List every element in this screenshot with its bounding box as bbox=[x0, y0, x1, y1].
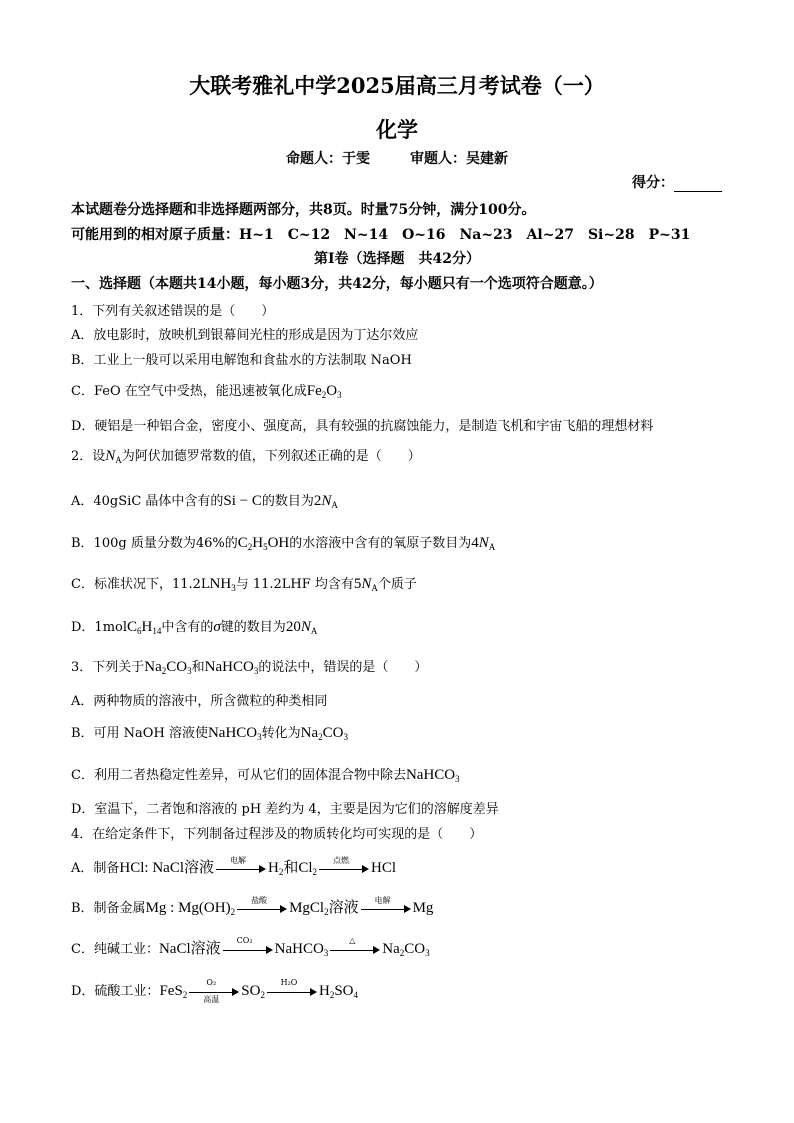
section-title: 第Ⅰ卷（选择题 共42分） bbox=[313, 251, 481, 267]
q1-stem: 1．下列有关叙述错误的是（ ） bbox=[71, 304, 275, 319]
q3-option-c: C．利用二者热稳定性差异，可从它们的固体混合物中除去NaHCO$_3$ bbox=[71, 767, 460, 784]
intro-line-1: 本试题卷分选择题和非选择题两部分，共8页。时量75分钟，满分100分。 bbox=[71, 202, 536, 218]
q4-option-b: B．制备金属Mg : $Mg(OH)_2$ 盐酸 MgCl$_2$溶液 电解 Mg bbox=[71, 895, 434, 917]
arrow-icon: △ bbox=[330, 943, 380, 957]
arrow-icon: CO₂ bbox=[223, 943, 273, 957]
q4-option-a: A．制备HCl: NaCl溶液 电解 $H_2$和$Cl_2$ 点燃 HCl bbox=[71, 855, 397, 877]
arrow-icon: 点燃 bbox=[319, 862, 369, 876]
exam-title: 大联考雅礼中学2025届高三月考试卷（一） bbox=[189, 73, 605, 98]
arrow-icon: H₂O bbox=[267, 985, 317, 999]
q4-option-d: D．硫酸工业：FeS$_2$ O₂ 高温 $SO_2$ H₂O $H_2SO_4$ bbox=[71, 977, 358, 1004]
q1-option-c: C．FeO 在空气中受热，能迅速被氧化成$Fe_2O_3$ bbox=[71, 383, 342, 400]
q3-option-b: B．可用 NaOH 溶液使NaHCO$_3$转化为$Na_2CO_3$ bbox=[71, 725, 348, 742]
q1-option-d: D．硬铝是一种铝合金，密度小、强度高，具有较强的抗腐蚀能力，是制造飞机和宇宙飞船的理想材料 bbox=[71, 419, 654, 434]
part-title: 一、选择题（本题共14小题，每小题3分，共42分，每小题只有一个选项符合题意。） bbox=[71, 276, 603, 292]
author: 命题人：于雯 bbox=[286, 151, 370, 167]
score-blank[interactable] bbox=[674, 177, 722, 192]
q1-option-a: A．放电影时，放映机到银幕间光柱的形成是因为丁达尔效应 bbox=[71, 328, 419, 343]
subject-title: 化学 bbox=[376, 117, 418, 142]
q4-stem: 4．在给定条件下，下列制备过程涉及的物质转化均可实现的是（ ） bbox=[71, 827, 483, 842]
q2-option-a: A．40gSiC 晶体中含有的Si − C的数目为$2N_A$ bbox=[71, 493, 338, 510]
q2-stem: 2．设$N_A$为阿伏加德罗常数的值，下列叙述正确的是（ ） bbox=[71, 448, 421, 465]
author-line bbox=[0, 148, 794, 168]
score-field bbox=[632, 172, 722, 192]
score-label: 得分： bbox=[632, 175, 674, 191]
intro-line-2: 可能用到的相对原子质量：H~1 C~12 N~14 O~16 Na~23 Al~27 Si~28 P~31 bbox=[71, 227, 691, 243]
arrow-icon: O₂ 高温 bbox=[189, 985, 239, 999]
q3-option-a: A．两种物质的溶液中，所含微粒的种类相同 bbox=[71, 694, 328, 709]
q3-option-d: D．室温下，二者饱和溶液的 pH 差约为 4，主要是因为它们的溶解度差异 bbox=[71, 802, 499, 817]
arrow-icon: 电解 bbox=[216, 862, 266, 876]
q2-option-c: C．标准状况下，$11.2LNH_3$与 11.2LHF 均含有$5N_A$个质子 bbox=[71, 576, 417, 593]
arrow-icon: 电解 bbox=[361, 902, 411, 916]
q2-option-b: B．100g 质量分数为46%的$C_2H_5OH$的水溶液中含有的氧原子数目为$4N_A$ bbox=[71, 535, 496, 552]
q1-option-b: B．工业上一般可以采用电解饱和食盐水的方法制取 NaOH bbox=[71, 353, 412, 368]
q3-stem: 3．下列关于$Na_2CO_3$和NaHCO$_3$的说法中，错误的是（ ） bbox=[71, 659, 428, 676]
q4-option-c: C．纯碱工业：NaCl溶液 CO₂ NaHCO$_3$ △ $Na_2CO_3$ bbox=[71, 935, 430, 958]
arrow-icon: 盐酸 bbox=[237, 902, 287, 916]
q2-option-d: D．$1molC_6H_{14}$中含有的σ键的数目为$20N_A$ bbox=[71, 619, 318, 636]
reviewer: 审题人：吴建新 bbox=[410, 151, 508, 167]
